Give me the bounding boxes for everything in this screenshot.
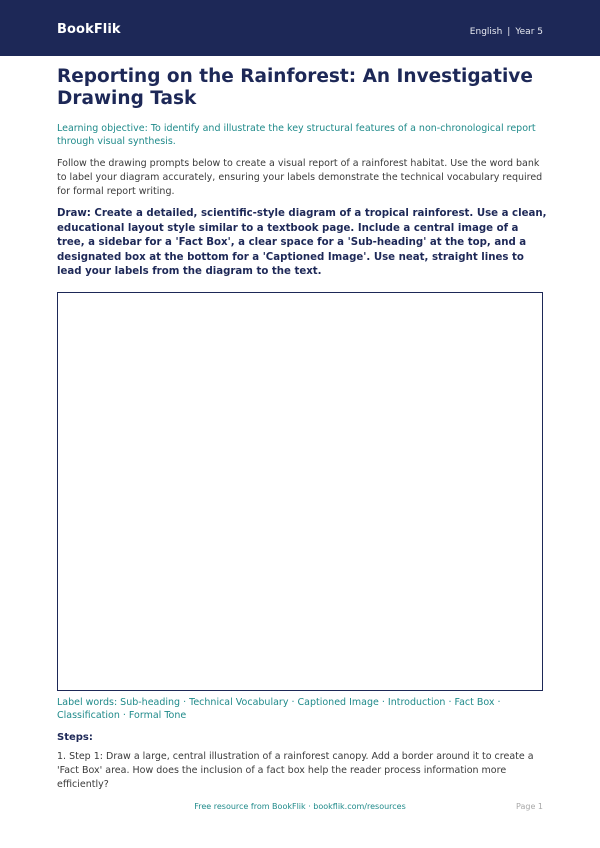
year-label: Year 5	[515, 27, 543, 37]
step-item: 1. Step 1: Draw a large, central illustration of a rainforest canopy. Add a border around it to create a 'Fact Box' area. How does the inclusion of a fact box help the reader process information more efficiently?	[57, 751, 534, 790]
footer-note[interactable]: Free resource from BookFlik · bookflik.com/resources	[194, 802, 406, 811]
subject-label: English	[469, 27, 503, 37]
page-title: Reporting on the Rainforest: An Investigative Drawing Task	[57, 66, 533, 109]
header-bar	[0, 0, 600, 56]
brand-logo[interactable]: BookFlik	[57, 22, 121, 37]
page-number: Page 1	[516, 802, 543, 811]
label-word-bank: Label words: Sub-heading · Technical Vocabulary · Captioned Image · Introduction · Fact Box · Classification · Formal Tone	[57, 697, 501, 721]
meta-separator: |	[507, 27, 511, 37]
subject-year	[470, 27, 543, 37]
intro-paragraph: Follow the drawing prompts below to create a visual report of a rainforest habitat. Use the word bank to label your diagram accurately, ensuring your labels demonstrate the technical vocabulary required for formal report writing.	[57, 158, 543, 197]
draw-prompt: Draw: Create a detailed, scientific-style diagram of a tropical rainforest. Use a clean, educational layout style similar to a textbook page. Include a central image of a tree, a sidebar for a 'Fact Box', a clear space for a 'Sub-heading' at the top, and a designated box at the bottom for a 'Captioned Image'. Use neat, straight lines to lead your labels from the diagram to the text.	[57, 208, 547, 277]
learning-objective: Learning objective: To identify and illustrate the key structural features of a non-chronological report through visual synthesis.	[57, 123, 536, 147]
drawing-area[interactable]	[57, 292, 543, 691]
steps-heading: Steps:	[57, 732, 93, 743]
